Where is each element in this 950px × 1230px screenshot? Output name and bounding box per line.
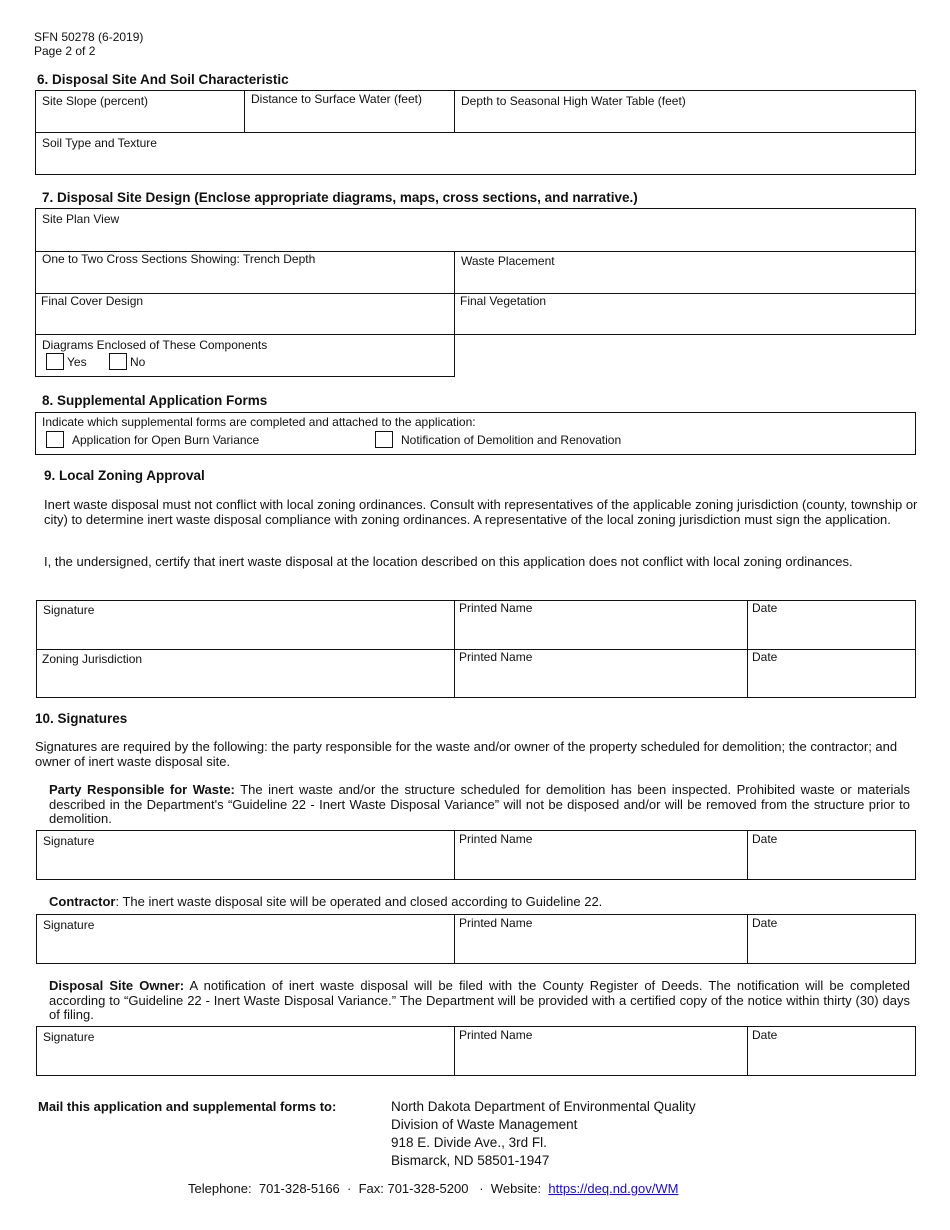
cross-sections-field[interactable]: One to Two Cross Sections Showing: Trench Depth	[42, 252, 316, 266]
page-number: Page 2 of 2	[34, 44, 96, 58]
website-link[interactable]: https://deq.nd.gov/WM	[548, 1181, 679, 1196]
open-burn-label: Application for Open Burn Variance	[72, 433, 260, 447]
form-number	[34, 30, 143, 58]
party-responsible-text: The inert waste and/or the structure scheduled for demolition has been inspected. Prohibited waste or materials described in the Department's “Guideline 22 - Inert Waste Disposal Variance” will not be disposed and/or will be removed from the structure prior to demolition.	[49, 782, 910, 826]
mail-line-1: North Dakota Department of Environmental Quality	[391, 1099, 696, 1114]
diagrams-yes-label: Yes	[67, 355, 87, 369]
party-date-field[interactable]: Date	[752, 832, 778, 846]
depth-water-table-field[interactable]: Depth to Seasonal High Water Table (feet)	[461, 94, 686, 108]
owner-date-field[interactable]: Date	[752, 1028, 778, 1042]
mail-label: Mail this application and supplemental forms to:	[38, 1099, 337, 1114]
form-number-text: SFN 50278 (6-2019)	[34, 30, 144, 44]
zoning-date-field[interactable]: Date	[752, 601, 778, 615]
owner-table-col1	[454, 1026, 455, 1076]
mail-line-4: Bismarck, ND 58501-1947	[391, 1153, 550, 1168]
contractor-date-field[interactable]: Date	[752, 916, 778, 930]
zoning-paragraph: Inert waste disposal must not conflict with local zoning ordinances. Consult with representatives of the applicable zoning jurisdiction (county, township or city) to determine inert waste disposal compliance with zoning ordinances. A representative of the local zoning jurisdiction must sign the application.	[44, 497, 918, 527]
site-slope-field[interactable]: Site Slope (percent)	[42, 94, 149, 108]
footer-contact	[188, 1181, 678, 1196]
mail-line-3: 918 E. Divide Ave., 3rd Fl.	[391, 1135, 547, 1150]
demolition-label: Notification of Demolition and Renovation	[401, 433, 622, 447]
contractor-table-col2	[747, 914, 748, 964]
footer-phone-fax: Telephone: 701-328-5166 · Fax: 701-328-5200 · Website:	[188, 1181, 549, 1196]
zoning-printed-name-field[interactable]: Printed Name	[459, 601, 533, 615]
zoning-signature-field[interactable]: Signature	[43, 603, 95, 617]
demolition-checkbox[interactable]	[375, 431, 393, 448]
section-6-col1-divider	[244, 90, 245, 133]
contractor-paragraph	[49, 895, 910, 910]
jurisdiction-printed-name-field[interactable]: Printed Name	[459, 650, 533, 664]
owner-table-col2	[747, 1026, 748, 1076]
signatures-intro: Signatures are required by the following: the party responsible for the waste and/or owner of the property scheduled for demolition; the contractor; and owner of inert waste disposal site.	[35, 739, 898, 769]
mail-line-2: Division of Waste Management	[391, 1117, 578, 1132]
contractor-table-col1	[454, 914, 455, 964]
section-6-col2-divider	[454, 90, 455, 133]
waste-placement-field[interactable]: Waste Placement	[461, 254, 555, 268]
owner-text: A notification of inert waste disposal will be filed with the County Register of Deeds. The notification will be completed according to “Guideline 22 - Inert Waste Disposal Variance.” The Department will be provided with a certified copy of the notice within thirty (30) days of filing.	[49, 978, 910, 1022]
jurisdiction-date-field[interactable]: Date	[752, 650, 778, 664]
owner-printed-name-field[interactable]: Printed Name	[459, 1028, 533, 1042]
owner-paragraph	[49, 979, 910, 1023]
party-responsible-paragraph	[49, 783, 910, 827]
party-table-col1	[454, 830, 455, 880]
section-8-title: 8. Supplemental Application Forms	[42, 393, 268, 408]
contractor-printed-name-field[interactable]: Printed Name	[459, 916, 533, 930]
section-7-box	[35, 208, 916, 335]
party-printed-name-field[interactable]: Printed Name	[459, 832, 533, 846]
diagrams-no-label: No	[130, 355, 146, 369]
final-cover-field[interactable]: Final Cover Design	[41, 294, 144, 308]
contractor-label: Contractor	[49, 894, 116, 909]
zoning-jurisdiction-field[interactable]: Zoning Jurisdiction	[42, 652, 143, 666]
section-7-col-divider	[454, 251, 455, 377]
owner-signature-field[interactable]: Signature	[43, 1030, 95, 1044]
section-7-title: 7. Disposal Site Design (Enclose appropriate diagrams, maps, cross sections, and narrative.)	[42, 190, 638, 205]
owner-label: Disposal Site Owner:	[49, 978, 185, 993]
section-7-diagrams-left	[35, 334, 36, 377]
section-7-diagrams-bottom	[35, 376, 455, 377]
zoning-certification: I, the undersigned, certify that inert waste disposal at the location described on this application does not conflict with local zoning ordinances.	[44, 554, 853, 569]
diagrams-yes-checkbox[interactable]	[46, 353, 64, 370]
party-responsible-label: Party Responsible for Waste:	[49, 782, 235, 797]
section-6-divider	[35, 132, 916, 133]
contractor-signature-field[interactable]: Signature	[43, 918, 95, 932]
section-9-title: 9. Local Zoning Approval	[44, 468, 205, 483]
distance-surface-water-field[interactable]: Distance to Surface Water (feet)	[251, 92, 422, 106]
soil-type-field[interactable]: Soil Type and Texture	[42, 136, 157, 150]
section-6-title: 6. Disposal Site And Soil Characteristic	[37, 72, 289, 87]
diagrams-enclosed-label: Diagrams Enclosed of These Components	[42, 338, 268, 352]
party-table-col2	[747, 830, 748, 880]
party-signature-field[interactable]: Signature	[43, 834, 95, 848]
final-vegetation-field[interactable]: Final Vegetation	[460, 294, 547, 308]
open-burn-checkbox[interactable]	[46, 431, 64, 448]
zoning-table-col2	[747, 600, 748, 698]
zoning-table-col1	[454, 600, 455, 698]
section-10-title: 10. Signatures	[35, 711, 128, 726]
diagrams-no-checkbox[interactable]	[109, 353, 127, 370]
supplemental-instruction: Indicate which supplemental forms are completed and attached to the application:	[42, 415, 476, 429]
site-plan-view-field[interactable]: Site Plan View	[42, 212, 120, 226]
mail-address	[391, 1098, 696, 1170]
contractor-text: : The inert waste disposal site will be operated and closed according to Guideline 22.	[115, 894, 603, 909]
